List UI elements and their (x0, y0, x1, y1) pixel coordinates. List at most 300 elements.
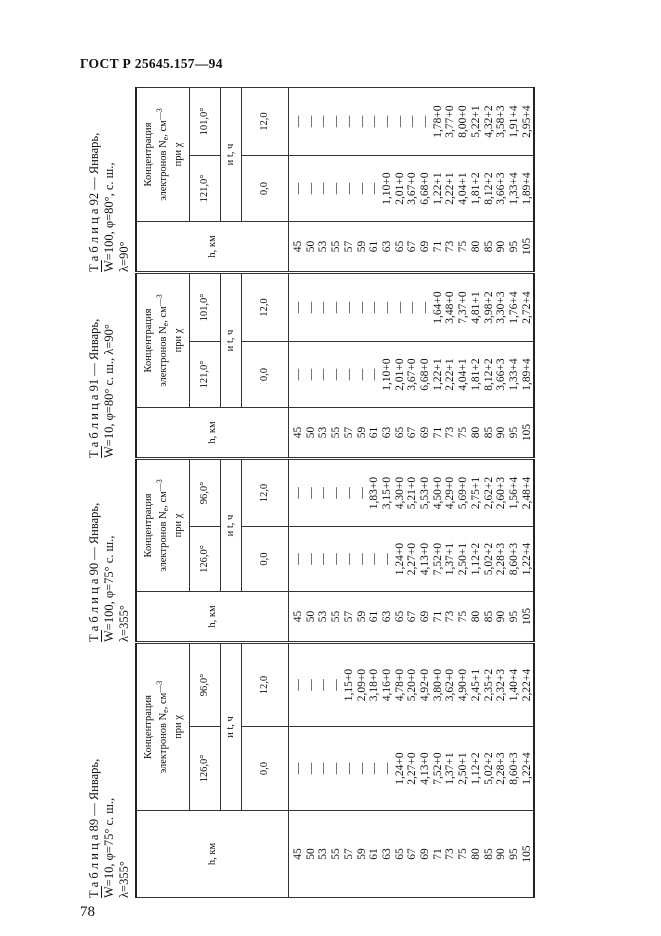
cell-t0: 8,12+2 (483, 156, 496, 222)
cell-t12: 5,21+0 (406, 460, 419, 527)
table-row (457, 460, 470, 642)
cell-height: 95 (508, 811, 521, 898)
concentration-table (135, 459, 535, 642)
cell-height: 71 (432, 811, 445, 898)
cell-t0: — (289, 342, 305, 408)
cell-t12: — (317, 88, 330, 156)
cell-t12: — (356, 460, 369, 527)
table-89 (85, 644, 545, 898)
conc-label-2: электронов N (157, 326, 169, 387)
header-chi-1: 126,0° (190, 527, 221, 592)
cell-t12: 3,30+3 (495, 274, 508, 342)
cell-t0: 2,22+1 (444, 342, 457, 408)
title-line-2 (102, 644, 117, 898)
header-concentration (136, 644, 190, 811)
table-90 (85, 460, 545, 642)
cell-height: 67 (406, 592, 419, 642)
header-chi-2: 96,0° (190, 460, 221, 527)
conc-sup: —3 (154, 479, 164, 492)
cell-height: 55 (330, 811, 343, 898)
cell-t0: 1,33+4 (508, 342, 521, 408)
cell-t12: 2,95+4 (521, 88, 535, 156)
cell-t0: — (330, 156, 343, 222)
title-params: =100, φ=75° с. ш., (102, 535, 116, 631)
table-row (495, 274, 508, 458)
cell-t12: — (343, 88, 356, 156)
cell-t0: 1,10+0 (381, 342, 394, 408)
table-row (521, 644, 535, 898)
cell-t12: — (289, 460, 305, 527)
header-concentration (136, 460, 190, 592)
cell-height: 59 (356, 222, 369, 272)
cell-t0: — (381, 727, 394, 811)
title-params: =10, φ=80° с. ш., λ=90° (102, 324, 116, 447)
header-chi-2: 101,0° (190, 274, 221, 342)
table-row (432, 88, 445, 272)
concentration-table (135, 273, 535, 458)
cell-t12: 3,48+0 (444, 274, 457, 342)
cell-t0: 4,13+0 (419, 527, 432, 592)
header-chi-2: 101,0° (190, 88, 221, 156)
header-t0: 0,0 (242, 727, 289, 811)
cell-t0: 1,22+4 (521, 727, 535, 811)
table-row (483, 644, 496, 898)
cell-t0: — (356, 342, 369, 408)
cell-t12: — (289, 274, 305, 342)
cell-height: 59 (356, 408, 369, 458)
w-symbol: $\overline{W}$ (102, 446, 116, 458)
header-t12: 12,0 (242, 644, 289, 727)
table-row (330, 88, 343, 272)
cell-t12: 5,69+0 (457, 460, 470, 527)
conc-label-4: при χ (172, 142, 184, 167)
table-row (356, 274, 369, 458)
cell-t12: 1,83+0 (368, 460, 381, 527)
cell-t0: 1,81+2 (470, 342, 483, 408)
cell-t12: — (305, 274, 318, 342)
cell-t0: — (356, 156, 369, 222)
cell-t12: 2,75+1 (470, 460, 483, 527)
cell-t12: 4,30+0 (394, 460, 407, 527)
cell-t0: — (330, 342, 343, 408)
cell-height: 71 (432, 222, 445, 272)
cell-t12: 2,45+1 (470, 644, 483, 727)
cell-height: 69 (419, 408, 432, 458)
table-row (444, 644, 457, 898)
table-row (368, 460, 381, 642)
table-row (457, 644, 470, 898)
cell-t12: 1,76+4 (508, 274, 521, 342)
table-row (495, 644, 508, 898)
table-row (419, 644, 432, 898)
title-line-2 (102, 460, 117, 642)
conc-sub: e (160, 136, 170, 141)
cell-t12: 3,98+2 (483, 274, 496, 342)
conc-sup: —3 (154, 108, 164, 121)
cell-height: 55 (330, 408, 343, 458)
conc-label-2: электронов N (157, 712, 169, 774)
cell-t0: 2,28+3 (495, 727, 508, 811)
cell-height: 53 (317, 222, 330, 272)
header-height: h, км (136, 592, 289, 642)
cell-height: 45 (289, 222, 305, 272)
title-params: =10, φ=75° с. ш., (102, 797, 116, 887)
cell-height: 80 (470, 408, 483, 458)
cell-t12: 8,00+0 (457, 88, 470, 156)
cell-height: 105 (521, 811, 535, 898)
cell-height: 50 (305, 408, 318, 458)
cell-t12: — (305, 644, 318, 727)
header-concentration (136, 274, 190, 408)
page-number: 78 (80, 904, 95, 920)
cell-height: 75 (457, 222, 470, 272)
table-row (330, 644, 343, 898)
cell-height: 90 (495, 592, 508, 642)
cell-t0: — (289, 727, 305, 811)
cell-t0: 8,12+2 (483, 342, 496, 408)
table-row (444, 88, 457, 272)
cell-t0: — (343, 156, 356, 222)
cell-height: 63 (381, 222, 394, 272)
title-line-2 (102, 274, 117, 458)
conc-sub: e (160, 507, 170, 512)
cell-t12: 2,09+0 (356, 644, 369, 727)
cell-t12: — (330, 644, 343, 727)
cell-t0: 1,22+1 (432, 342, 445, 408)
cell-height: 90 (495, 811, 508, 898)
cell-height: 57 (343, 408, 356, 458)
cell-t0: 6,68+0 (419, 156, 432, 222)
cell-t12: 4,50+0 (432, 460, 445, 527)
cell-t0: — (317, 342, 330, 408)
table-row (394, 88, 407, 272)
cell-height: 69 (419, 592, 432, 642)
table-row (381, 274, 394, 458)
cell-t12: — (289, 644, 305, 727)
table-row (419, 88, 432, 272)
table-row (508, 88, 521, 272)
cell-height: 73 (444, 408, 457, 458)
cell-t12: 2,60+3 (495, 460, 508, 527)
cell-t0: 4,04+1 (457, 156, 470, 222)
cell-t0: 3,66+3 (495, 156, 508, 222)
cell-t0: 7,52+0 (432, 527, 445, 592)
table-row (470, 460, 483, 642)
cell-t0: 1,12+2 (470, 527, 483, 592)
table-row (368, 644, 381, 898)
cell-height: 45 (289, 592, 305, 642)
cell-height: 73 (444, 592, 457, 642)
cell-t0: 4,13+0 (419, 727, 432, 811)
table-row (406, 460, 419, 642)
table-row (317, 644, 330, 898)
cell-t12: 3,18+0 (368, 644, 381, 727)
cell-t12: 1,78+0 (432, 88, 445, 156)
table-row (495, 88, 508, 272)
cell-height: 53 (317, 592, 330, 642)
table-row (470, 274, 483, 458)
cell-t0: 2,27+0 (406, 727, 419, 811)
title-line-3: λ=355° (117, 605, 131, 642)
cell-t12: — (406, 88, 419, 156)
cell-height: 105 (521, 592, 535, 642)
cell-t0: — (305, 527, 318, 592)
conc-label-2: электронов N (157, 511, 169, 572)
cell-height: 61 (368, 222, 381, 272)
cell-t12: — (330, 274, 343, 342)
header-height: h, км (136, 811, 289, 898)
cell-t0: — (289, 527, 305, 592)
header-t12: 12,0 (242, 274, 289, 342)
title-line-2 (102, 88, 117, 272)
table-row (317, 274, 330, 458)
cell-t0: 1,37+1 (444, 527, 457, 592)
table-row (508, 460, 521, 642)
cell-t0: 1,10+0 (381, 156, 394, 222)
conc-sub: e (160, 709, 170, 713)
cell-t12: — (368, 274, 381, 342)
header-t0: 0,0 (242, 527, 289, 592)
cell-t12: 2,32+3 (495, 644, 508, 727)
cell-t0: — (381, 527, 394, 592)
conc-unit: , см (157, 491, 169, 508)
table-row (305, 644, 318, 898)
table-title (85, 644, 135, 898)
cell-t12: 3,80+0 (432, 644, 445, 727)
table-row (521, 88, 535, 272)
cell-t0: — (330, 727, 343, 811)
cell-t12: 2,35+2 (483, 644, 496, 727)
table-row (483, 88, 496, 272)
table-row (457, 88, 470, 272)
table-row (521, 274, 535, 458)
conc-label-1: Концентрация (142, 493, 154, 558)
conc-label-1: Концентрация (142, 122, 154, 187)
cell-t0: 1,89+4 (521, 342, 535, 408)
cell-height: 90 (495, 408, 508, 458)
cell-t12: 5,22+1 (470, 88, 483, 156)
cell-t0: — (356, 527, 369, 592)
cell-t12: — (419, 88, 432, 156)
cell-t0: — (330, 527, 343, 592)
cell-height: 90 (495, 222, 508, 272)
cell-t0: 2,27+0 (406, 527, 419, 592)
table-row (394, 274, 407, 458)
cell-t12: 1,56+4 (508, 460, 521, 527)
cell-t0: 3,67+0 (406, 156, 419, 222)
cell-height: 59 (356, 592, 369, 642)
table-row (432, 460, 445, 642)
cell-t0: 1,33+4 (508, 156, 521, 222)
concentration-table (135, 87, 535, 272)
w-symbol: $\overline{W}$ (102, 260, 116, 272)
cell-height: 69 (419, 811, 432, 898)
cell-height: 95 (508, 222, 521, 272)
header-concentration (136, 88, 190, 222)
table-row (419, 460, 432, 642)
cell-height: 80 (470, 592, 483, 642)
cell-height: 85 (483, 811, 496, 898)
cell-height: 63 (381, 408, 394, 458)
cell-height: 50 (305, 222, 318, 272)
cell-t12: 4,92+0 (419, 644, 432, 727)
document-header: ГОСТ Р 25645.157—94 (80, 56, 223, 71)
table-row (356, 644, 369, 898)
conc-label-1: Концентрация (142, 695, 154, 759)
conc-sup: —3 (154, 294, 164, 307)
cell-t12: — (356, 274, 369, 342)
table-row (343, 644, 356, 898)
cell-height: 105 (521, 222, 535, 272)
cell-height: 53 (317, 811, 330, 898)
cell-t0: — (317, 156, 330, 222)
cell-t12: — (317, 460, 330, 527)
header-chi-1: 121,0° (190, 342, 221, 408)
table-row (381, 460, 394, 642)
table-row (470, 88, 483, 272)
header-t0: 0,0 (242, 156, 289, 222)
cell-height: 65 (394, 592, 407, 642)
cell-t0: — (368, 527, 381, 592)
table-92 (85, 88, 545, 272)
cell-height: 59 (356, 811, 369, 898)
cell-t12: 4,32+2 (483, 88, 496, 156)
cell-height: 95 (508, 592, 521, 642)
w-symbol: $\overline{W}$ (102, 886, 116, 898)
conc-unit: , см (157, 120, 169, 137)
cell-t12: 7,37+0 (457, 274, 470, 342)
cell-height: 67 (406, 811, 419, 898)
table-row (381, 644, 394, 898)
table-row (305, 460, 318, 642)
table-row (394, 644, 407, 898)
cell-t0: 1,22+4 (521, 527, 535, 592)
cell-t12: 4,16+0 (381, 644, 394, 727)
conc-label-2: электронов N (157, 140, 169, 201)
cell-height: 69 (419, 222, 432, 272)
cell-t0: 3,67+0 (406, 342, 419, 408)
table-row (289, 88, 305, 272)
table-row (289, 644, 305, 898)
table-row (444, 460, 457, 642)
table-row (330, 460, 343, 642)
cell-height: 61 (368, 592, 381, 642)
table-row (406, 644, 419, 898)
table-row (289, 460, 305, 642)
cell-height: 65 (394, 408, 407, 458)
cell-t0: 1,22+1 (432, 156, 445, 222)
cell-t12: 4,90+0 (457, 644, 470, 727)
cell-t12: 1,15+0 (343, 644, 356, 727)
table-row (419, 274, 432, 458)
cell-t0: 2,01+0 (394, 156, 407, 222)
cell-height: 57 (343, 222, 356, 272)
title-line-1: Т а б л и ц а 91 — Январь, (87, 318, 101, 458)
table-title (85, 88, 135, 272)
cell-t0: 5,02+2 (483, 727, 496, 811)
cell-height: 53 (317, 408, 330, 458)
table-row (406, 274, 419, 458)
table-row (508, 644, 521, 898)
header-chi-1: 121,0° (190, 156, 221, 222)
table-row (457, 274, 470, 458)
table-row (343, 460, 356, 642)
cell-t0: 7,52+0 (432, 727, 445, 811)
cell-height: 50 (305, 592, 318, 642)
cell-t12: — (368, 88, 381, 156)
cell-t12: — (305, 88, 318, 156)
cell-t12: 3,77+0 (444, 88, 457, 156)
cell-t0: 1,37+1 (444, 727, 457, 811)
table-row (356, 88, 369, 272)
cell-t12: 4,29+0 (444, 460, 457, 527)
cell-t12: 3,15+0 (381, 460, 394, 527)
cell-height: 61 (368, 811, 381, 898)
cell-t12: 2,62+2 (483, 460, 496, 527)
table-91 (85, 274, 545, 458)
table-row (508, 274, 521, 458)
cell-t12: 5,20+0 (406, 644, 419, 727)
table-title (85, 274, 135, 458)
conc-sup: —3 (154, 680, 164, 693)
cell-t12: 3,58+3 (495, 88, 508, 156)
conc-label-4: при χ (172, 715, 184, 739)
conc-label-1: Концентрация (142, 308, 154, 373)
cell-t0: — (317, 527, 330, 592)
cell-height: 85 (483, 592, 496, 642)
cell-t12: — (289, 88, 305, 156)
cell-t0: 6,68+0 (419, 342, 432, 408)
cell-t0: — (305, 342, 318, 408)
cell-t0: — (343, 727, 356, 811)
table-row (289, 274, 305, 458)
table-row (394, 460, 407, 642)
cell-t12: — (305, 460, 318, 527)
cell-t0: — (305, 727, 318, 811)
cell-t12: — (406, 274, 419, 342)
table-row (483, 274, 496, 458)
cell-t0: — (317, 727, 330, 811)
table-row (317, 88, 330, 272)
cell-t12: — (394, 274, 407, 342)
cell-t12: 4,78+0 (394, 644, 407, 727)
table-row (470, 644, 483, 898)
cell-t12: 3,62+0 (444, 644, 457, 727)
cell-t12: — (330, 460, 343, 527)
cell-height: 55 (330, 222, 343, 272)
cell-height: 71 (432, 408, 445, 458)
table-row (368, 274, 381, 458)
title-line-1: Т а б л и ц а 92 — Январь, (87, 132, 101, 272)
cell-t0: 4,04+1 (457, 342, 470, 408)
title-line-1: Т а б л и ц а 90 — Январь, (87, 502, 101, 642)
header-t12: 12,0 (242, 460, 289, 527)
cell-height: 80 (470, 222, 483, 272)
cell-height: 75 (457, 592, 470, 642)
cell-height: 61 (368, 408, 381, 458)
cell-height: 75 (457, 408, 470, 458)
header-and-t: и t, ч (221, 88, 242, 222)
title-params: =100, φ=80°, с. ш., (102, 162, 116, 261)
table-row (343, 274, 356, 458)
cell-t12: — (317, 644, 330, 727)
cell-t0: 2,28+3 (495, 527, 508, 592)
header-and-t: и t, ч (221, 274, 242, 408)
cell-t0: 1,12+2 (470, 727, 483, 811)
cell-t0: 1,89+4 (521, 156, 535, 222)
cell-t0: 5,02+2 (483, 527, 496, 592)
conc-sub: e (160, 322, 170, 327)
